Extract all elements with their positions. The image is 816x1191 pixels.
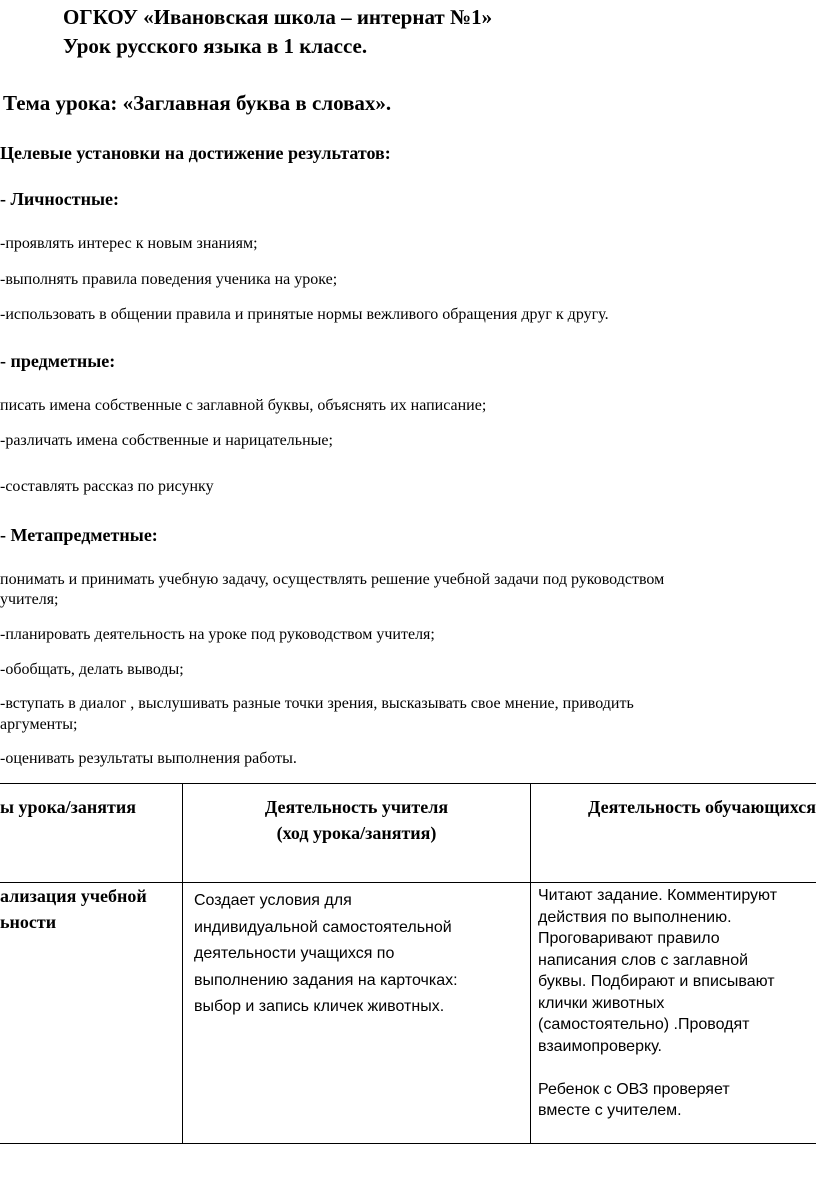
students-line: Читают задание. Комментируют — [538, 887, 778, 904]
meta-item: аргументы; — [0, 716, 78, 733]
lesson-title: Урок русского языка в 1 классе. — [63, 34, 368, 58]
meta-heading: - Метапредметные: — [0, 525, 158, 545]
table-cell-stage: ьности — [0, 912, 57, 932]
school-title: ОГКОУ «Ивановская школа – интернат №1» — [63, 5, 493, 29]
personal-item: -проявлять интерес к новым знаниям; — [0, 235, 258, 252]
table-header-teacher-sub: (ход урока/занятия) — [276, 823, 437, 843]
meta-item: -планировать деятельность на уроке под руководством учителя; — [0, 626, 435, 643]
meta-item: -оценивать результаты выполнения работы. — [0, 750, 297, 767]
subject-item: писать имена собственные с заглавной буквы, объяснять их написание; — [0, 397, 487, 414]
table-cell-teacher — [194, 888, 458, 1021]
students-line: буквы. Подбирают и вписывают — [538, 973, 775, 990]
meta-item: учителя; — [0, 591, 59, 608]
table-header-teacher: Деятельность учителя — [264, 797, 449, 817]
subject-item: -различать имена собственные и нарицательные; — [0, 432, 333, 449]
personal-heading: - Личностные: — [0, 189, 120, 209]
table-cell-students — [538, 885, 816, 1122]
meta-item: -обобщать, делать выводы; — [0, 661, 184, 678]
personal-item: -использовать в общении правила и принятые нормы вежливого обращения друг к другу. — [0, 306, 609, 323]
meta-item: -вступать в диалог , выслушивать разные точки зрения, высказывать свое мнение, приводить — [0, 695, 634, 712]
teacher-line: индивидуальной самостоятельной — [194, 918, 452, 936]
students-line: взаимопроверку. — [538, 1037, 662, 1055]
table-border-row — [0, 882, 816, 883]
students-line — [538, 1057, 816, 1079]
meta-item: понимать и принимать учебную задачу, осуществлять решение учебной задачи под руководством — [0, 571, 665, 588]
lesson-topic: Тема урока: «Заглавная буква в словах». — [3, 91, 392, 115]
students-line: действия по выполнению. — [538, 908, 732, 926]
teacher-line: выбор и запись кличек животных. — [194, 998, 445, 1015]
students-line: (самостоятельно) .Проводят — [538, 1016, 750, 1033]
table-border-top — [0, 783, 816, 784]
students-line: клички животных — [538, 994, 665, 1012]
subject-heading: - предметные: — [0, 351, 116, 371]
table-cell-stage: ализация учебной — [0, 886, 147, 906]
table-border-bottom — [0, 1143, 816, 1144]
students-line: написания слов с заглавной — [538, 951, 749, 969]
table-header-stage: ы урока/занятия — [0, 797, 136, 817]
teacher-line: деятельности учащихся по — [194, 945, 395, 962]
personal-item: -выполнять правила поведения ученика на уроке; — [0, 271, 338, 288]
table-col-divider-2 — [530, 783, 531, 1144]
teacher-line: выполнению задания на карточках: — [194, 971, 458, 989]
subject-item: -составлять рассказ по рисунку — [0, 478, 214, 495]
students-line: вместе с учителем. — [538, 1102, 682, 1119]
goals-heading: Целевые установки на достижение результатов: — [0, 143, 391, 163]
teacher-line: Создает условия для — [194, 892, 352, 909]
students-line: Проговаривают правило — [538, 930, 720, 947]
students-line: Ребенок с ОВЗ проверяет — [538, 1080, 730, 1098]
table-header-students: Деятельность обучающихся — [588, 797, 816, 817]
